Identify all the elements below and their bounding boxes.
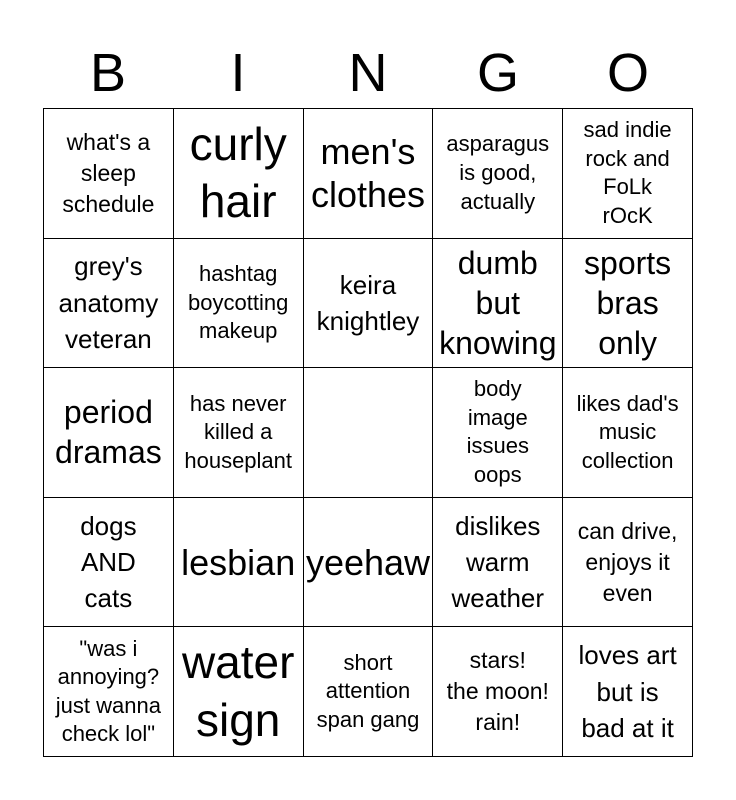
header-letter-g: G — [476, 43, 519, 103]
cell-text: sports bras only — [584, 244, 672, 361]
cell-text: sad indie rock and FoLk rOcK — [583, 117, 672, 228]
bingo-cell[interactable] — [44, 498, 174, 628]
cell-text: hashtag boycotting makeup — [188, 261, 289, 344]
bingo-cell[interactable] — [44, 239, 174, 369]
bingo-cell[interactable] — [174, 109, 304, 239]
cell-text: body image issues oops — [466, 376, 529, 488]
free-space-cell[interactable] — [304, 368, 434, 498]
bingo-cell[interactable] — [174, 239, 304, 369]
cell-text: dislikes warm weather — [451, 510, 545, 614]
bingo-cell[interactable] — [304, 627, 434, 757]
cell-text: "was i annoying? just wanna check lol" — [55, 635, 161, 747]
cell-text: asparagus is good, actually — [446, 131, 550, 214]
cell-text: dumb but knowing — [439, 244, 557, 361]
cell-text: can drive, enjoys it even — [577, 517, 678, 606]
header-letter-i: I — [230, 43, 246, 103]
bingo-grid — [43, 108, 693, 757]
bingo-cell[interactable] — [304, 239, 434, 369]
cell-text: yeehaw — [305, 541, 431, 583]
bingo-cell[interactable] — [174, 368, 304, 498]
cell-text: dogs AND cats — [80, 510, 137, 614]
bingo-cell[interactable] — [44, 109, 174, 239]
bingo-cell[interactable] — [174, 498, 304, 628]
header-letter-n: N — [348, 43, 388, 103]
cell-text: period dramas — [55, 394, 162, 471]
cell-text: short attention span gang — [316, 649, 420, 732]
bingo-cell[interactable] — [433, 239, 563, 369]
bingo-cell[interactable] — [44, 627, 174, 757]
cell-text: stars! the moon! rain! — [446, 647, 549, 736]
bingo-cell[interactable] — [433, 627, 563, 757]
bingo-cell[interactable] — [433, 498, 563, 628]
bingo-cell[interactable] — [304, 498, 434, 628]
bingo-cell[interactable] — [563, 239, 693, 369]
cell-text: loves art but is bad at it — [578, 640, 677, 743]
cell-text: grey's anatomy veteran — [58, 251, 159, 355]
cell-text: lesbian — [181, 541, 296, 583]
bingo-cell[interactable] — [304, 109, 434, 239]
bingo-cell[interactable] — [563, 109, 693, 239]
bingo-cell[interactable] — [563, 498, 693, 628]
header-letter-o: O — [606, 43, 649, 103]
bingo-cell[interactable] — [563, 368, 693, 498]
cell-text: water sign — [181, 636, 295, 746]
cell-text: men's clothes — [310, 131, 426, 216]
cell-text: likes dad's music collection — [576, 390, 679, 473]
bingo-cell[interactable] — [433, 368, 563, 498]
header-letter-b: B — [89, 43, 127, 103]
bingo-cell[interactable] — [44, 368, 174, 498]
bingo-header — [43, 38, 693, 108]
cell-text: keira knightley — [316, 269, 420, 336]
cell-text: has never killed a houseplant — [184, 390, 293, 473]
cell-text: curly hair — [189, 117, 287, 228]
bingo-cell[interactable] — [174, 627, 304, 757]
bingo-cell[interactable] — [563, 627, 693, 757]
bingo-cell[interactable] — [433, 109, 563, 239]
cell-text: what's a sleep schedule — [62, 128, 155, 217]
